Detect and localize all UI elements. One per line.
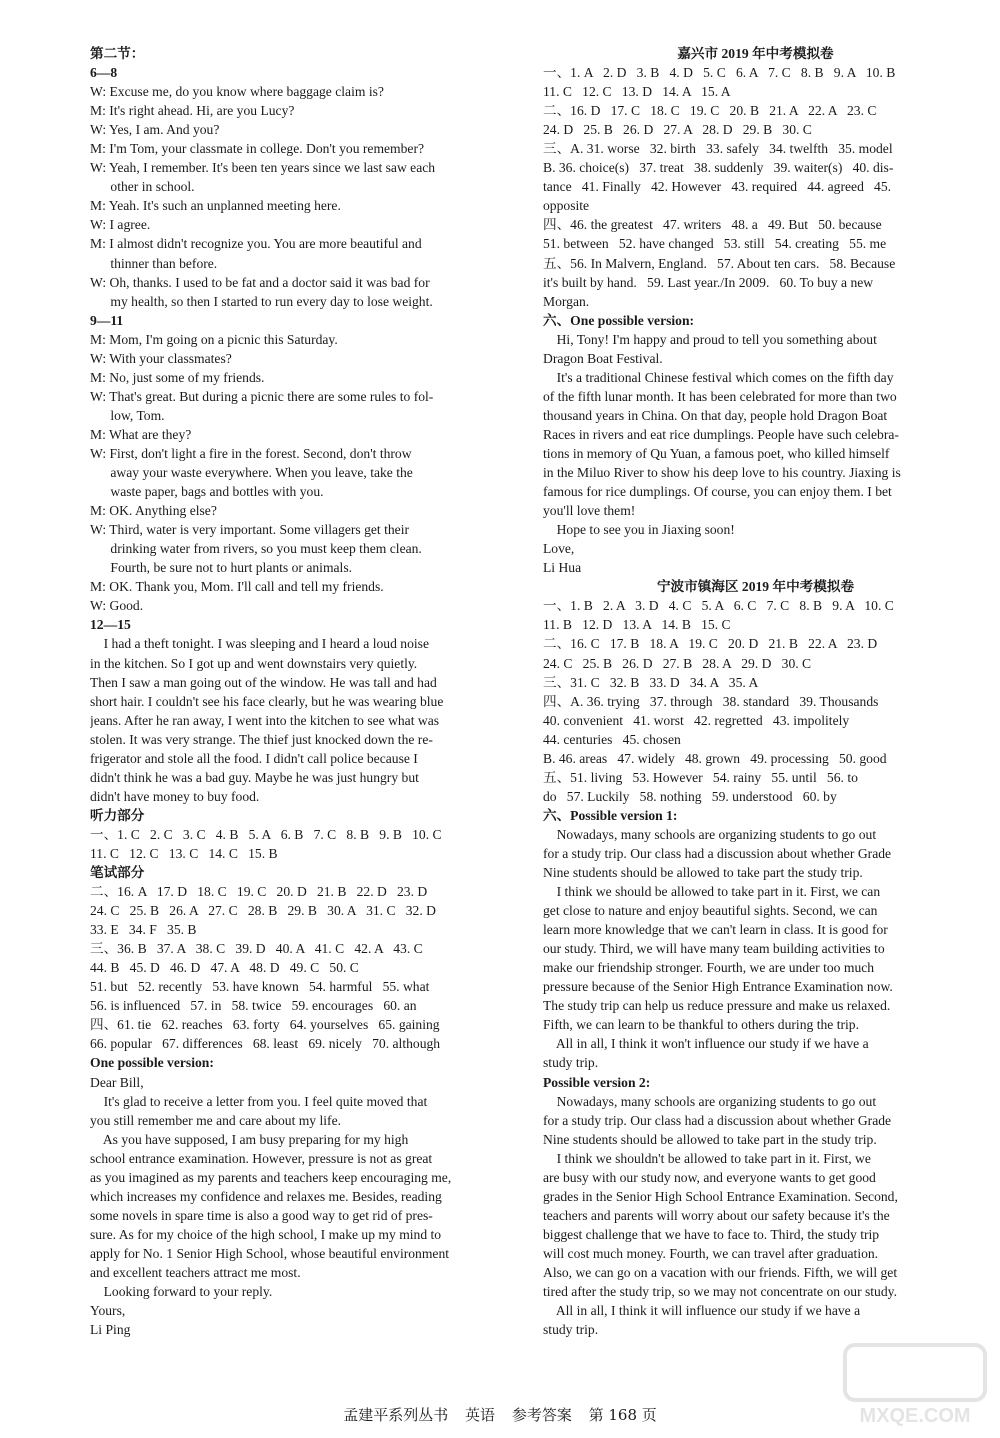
text-line: in the kitchen. So I got up and went downstairs very quietly. xyxy=(90,655,418,671)
text-line: I think we shouldn't be allowed to take part in it. First, we xyxy=(543,1150,871,1166)
text-line: Nowadays, many schools are organizing students to go out xyxy=(543,826,877,842)
text-line: W: Yeah, I remember. It's been ten years since we last saw each xyxy=(90,160,436,176)
text-line: The study trip can help us reduce pressure and make us relaxed. xyxy=(543,998,891,1014)
text-line: do 57. Luckily 58. nothing 59. understood 60. by xyxy=(543,788,837,804)
text-line: 44. centuries 45. chosen xyxy=(543,731,681,747)
text-line: learn more knowledge that we can't learn in class. It is good for xyxy=(543,922,888,938)
text-line: which increases my confidence and relaxes me. Besides, reading xyxy=(90,1188,442,1204)
text-line: school entrance examination. However, pressure is not as great xyxy=(90,1150,433,1166)
text-line: frigerator and stole all the food. I didn't call police because I xyxy=(90,750,418,766)
text-line: 第二节： xyxy=(90,46,145,61)
text-line: M: What are they? xyxy=(90,426,192,442)
text-line: Morgan. xyxy=(543,293,590,309)
text-line: 9—11 xyxy=(90,312,124,328)
text-line: M: It's right ahead. Hi, are you Lucy? xyxy=(90,103,295,119)
text-line: Then I saw a man going out of the window. He was tall and had xyxy=(90,674,437,690)
text-line: grades in the Senior High School Entrance Examination. Second, xyxy=(543,1188,898,1204)
text-line: pressure because of the Senior High Entrance Examination now. xyxy=(543,979,893,995)
text-line: 51. but 52. recently 53. have known 54. harmful 55. what xyxy=(90,979,430,995)
text-line: All in all, I think it won't influence our study if we have a xyxy=(543,1036,869,1052)
text-line: study trip. xyxy=(543,1055,599,1071)
text-line: our study. Third, we will have many team building activities to xyxy=(543,941,885,957)
text-line: 三、36. B 37. A 38. C 39. D 40. A 41. C 42. A 43. C xyxy=(90,941,423,957)
text-line: M: No, just some of my friends. xyxy=(90,369,265,385)
series-name: 孟建平系列丛书 xyxy=(343,1406,449,1424)
text-line: 三、31. C 32. B 33. D 34. A 35. A xyxy=(543,674,759,690)
text-line: 33. E 34. F 35. B xyxy=(90,922,197,938)
text-line: will cost much money. Fourth, we can travel after graduation. xyxy=(543,1245,879,1261)
text-line: and excellent teachers attract me most. xyxy=(90,1265,301,1280)
text-line: other in school. xyxy=(90,179,195,195)
watermark-logo xyxy=(840,1340,990,1430)
text-line: Possible version 2: xyxy=(543,1074,651,1090)
text-line: W: I agree. xyxy=(90,217,151,233)
text-line: 二、16. A 17. D 18. C 19. C 20. D 21. B 22. D 23. D xyxy=(90,884,428,900)
text-line: famous for rice dumplings. Of course, you can enjoy them. I bet xyxy=(543,484,892,500)
text-line: Dragon Boat Festival. xyxy=(543,350,663,366)
text-line: 一、1. B 2. A 3. D 4. C 5. A 6. C 7. C 8. B 9. A 10. C xyxy=(543,598,894,614)
text-line: you still remember me and care about my life. xyxy=(90,1112,342,1128)
text-line: it's built by hand. 59. Last year./In 2009. 60. To buy a new xyxy=(543,274,874,290)
text-line: 四、61. tie 62. reaches 63. forty 64. yourselves 65. gaining xyxy=(90,1017,440,1033)
text-line: for a study trip. Our class had a discussion about whether Grade xyxy=(543,1112,892,1128)
text-line: It's a traditional Chinese festival which comes on the fifth day xyxy=(543,369,894,385)
text-line: drinking water from rivers, so you must keep them clean. xyxy=(90,541,422,557)
text-line: Hope to see you in Jiaxing soon! xyxy=(543,522,735,538)
text-line: 66. popular 67. differences 68. least 69. nicely 70. although xyxy=(90,1036,441,1052)
text-line: Dear Bill, xyxy=(90,1074,144,1090)
text-line: 一、1. C 2. C 3. C 4. B 5. A 6. B 7. C 8. B 9. B 10. C xyxy=(90,826,442,842)
text-line: Love, xyxy=(543,541,575,557)
text-line: W: Good. xyxy=(90,598,144,614)
text-line: tance 41. Finally 42. However 43. required 44. agreed 45. xyxy=(543,179,892,195)
text-line: M: OK. Anything else? xyxy=(90,503,217,519)
text-line: tions in memory of Qu Yuan, a famous poet, who killed himself xyxy=(543,445,890,461)
text-line: tired after the study trip, so we may not concentrate on our study. xyxy=(543,1284,897,1300)
text-line: apply for No. 1 Senior High School, whose beautiful environment xyxy=(90,1245,450,1261)
text-line: get close to nature and enjoy beautiful sights. Second, we can xyxy=(543,903,878,919)
text-line: W: That's great. But during a picnic there are some rules to fol- xyxy=(90,388,434,404)
text-line: W: First, don't light a fire in the forest. Second, don't throw xyxy=(90,445,412,461)
text-line: I had a theft tonight. I was sleeping and I heard a loud noise xyxy=(90,636,429,652)
text-line: 二、16. C 17. B 18. A 19. C 20. D 21. B 22. A 23. D xyxy=(543,636,878,652)
text-line: W: Yes, I am. And you? xyxy=(90,122,220,138)
text-line: 11. C 12. C 13. D 14. A 15. A xyxy=(543,84,731,100)
text-line: Nine students should be allowed to take part the study trip. xyxy=(543,865,863,881)
text-line: Looking forward to your reply. xyxy=(90,1284,273,1300)
text-line: Nine students should be allowed to take part in the study trip. xyxy=(543,1131,877,1147)
text-line: biggest challenge that we have to face to. Third, the study trip xyxy=(543,1226,880,1242)
text-line: are busy with our study now, and everyone wants to get good xyxy=(543,1169,876,1185)
text-line: jeans. After he ran away, I went into the kitchen to see what was xyxy=(90,712,440,728)
section-heading: 嘉兴市 2019 年中考模拟卷 xyxy=(677,46,834,61)
text-line: 三、A. 31. worse 32. birth 33. safely 34. twelfth 35. model xyxy=(543,141,893,157)
text-line: for a study trip. Our class had a discussion about whether Grade xyxy=(543,845,892,861)
text-line: low, Tom. xyxy=(90,407,165,423)
text-line: study trip. xyxy=(543,1322,599,1338)
text-line: teachers and parents will worry about our safety because it's the xyxy=(543,1207,890,1223)
text-line: sure. As for my choice of the high school, I make up my mind to xyxy=(90,1226,442,1242)
text-line: 24. C 25. B 26. A 27. C 28. B 29. B 30. A 31. C 32. D xyxy=(90,903,436,919)
text-line: away your waste everywhere. When you leave, take the xyxy=(90,465,413,481)
text-line: W: Excuse me, do you know where baggage claim is? xyxy=(90,84,384,100)
text-line: 51. between 52. have changed 53. still 54. creating 55. me xyxy=(543,236,887,252)
text-line: 6—8 xyxy=(90,65,118,81)
text-line: M: I'm Tom, your classmate in college. Don't you remember? xyxy=(90,141,425,157)
text-line: All in all, I think it will influence our study if we have a xyxy=(543,1303,861,1319)
text-line: M: I almost didn't recognize you. You are more beautiful and xyxy=(90,236,422,252)
text-line: thousand years in China. On that day, people hold Dragon Boat xyxy=(543,407,888,423)
text-line: Also, we can go on a vacation with our friends. Fifth, we will get xyxy=(543,1265,898,1280)
text-line: Li Ping xyxy=(90,1322,131,1338)
text-line: 24. D 25. B 26. D 27. A 28. D 29. B 30. C xyxy=(543,122,812,138)
section-heading: 宁波市镇海区 2019 年中考模拟卷 xyxy=(656,579,855,595)
text-line: 11. B 12. D 13. A 14. B 15. C xyxy=(543,617,731,633)
text-line: didn't think he was a bad guy. Maybe he was just hungry but xyxy=(90,769,419,785)
subject-name: 英语 xyxy=(465,1406,496,1424)
text-line: 11. C 12. C 13. C 14. C 15. B xyxy=(90,845,278,861)
text-line: 一、1. A 2. D 3. B 4. D 5. C 6. A 7. C 8. B 9. A 10. B xyxy=(543,65,896,81)
text-line: M: OK. Thank you, Mom. I'll call and tell my friends. xyxy=(90,579,384,595)
text-line: of the fifth lunar month. It has been celebrated for more than two xyxy=(543,388,897,404)
text-line: you'll love them! xyxy=(543,503,636,519)
text-line: some novels in spare time is also a good way to get rid of pres- xyxy=(90,1207,433,1223)
text-line: my health, so then I started to run every day to lose weight. xyxy=(90,293,433,309)
text-line: M: Mom, I'm going on a picnic this Saturday. xyxy=(90,331,338,347)
text-line: Fifth, we can learn to be thankful to others during the trip. xyxy=(543,1017,859,1033)
text-line: 二、16. D 17. C 18. C 19. C 20. B 21. A 22. A 23. C xyxy=(543,103,877,119)
text-line: M: Yeah. It's such an unplanned meeting here. xyxy=(90,198,341,214)
section-name: 参考答案 xyxy=(511,1406,572,1424)
page-number: 第 168 页 xyxy=(588,1406,657,1424)
text-line: as you imagined as my parents and teachers keep encouraging me, xyxy=(90,1169,452,1185)
text-line: One possible version: xyxy=(90,1055,214,1071)
text-line: thinner than before. xyxy=(90,255,218,271)
text-line: didn't have money to buy food. xyxy=(90,788,260,804)
text-line: Races in rivers and eat rice dumplings. People have such celebra- xyxy=(543,426,899,442)
text-line: 24. C 25. B 26. D 27. B 28. A 29. D 30. C xyxy=(543,655,812,671)
text-line: make our friendship stronger. Fourth, we are under too much xyxy=(543,960,875,976)
text-line: 五、56. In Malvern, England. 57. About ten cars. 58. Because xyxy=(543,255,896,271)
text-line: Fourth, be sure not to hurt plants or animals. xyxy=(90,560,353,576)
text-line: 四、A. 36. trying 37. through 38. standard 39. Thousands xyxy=(543,693,879,709)
text-line: 五、51. living 53. However 54. rainy 55. until 56. to xyxy=(543,769,858,785)
text-line: 笔试部分 xyxy=(90,865,145,881)
left-column xyxy=(90,44,515,1339)
text-line: 六、One possible version: xyxy=(543,312,695,328)
text-line: short hair. I couldn't see his face clearly, but he was wearing blue xyxy=(90,693,444,709)
text-line: W: Oh, thanks. I used to be fat and a doctor said it was bad for xyxy=(90,274,430,290)
text-line: As you have supposed, I am busy preparing for my high xyxy=(90,1131,409,1147)
text-line: 听力部分 xyxy=(90,807,145,823)
text-line: 44. B 45. D 46. D 47. A 48. D 49. C 50. C xyxy=(90,960,359,976)
text-line: 六、Possible version 1: xyxy=(543,807,678,823)
text-line: waste paper, bags and bottles with you. xyxy=(90,484,324,500)
text-line: Hi, Tony! I'm happy and proud to tell you something about xyxy=(543,331,877,347)
text-line: I think we should be allowed to take part in it. First, we can xyxy=(543,884,881,900)
text-line: Nowadays, many schools are organizing students to go out xyxy=(543,1093,877,1109)
text-line: Li Hua xyxy=(543,560,582,576)
text-line: 12—15 xyxy=(90,617,131,633)
text-line: Yours, xyxy=(90,1303,126,1319)
text-line: W: Third, water is very important. Some villagers get their xyxy=(90,522,409,538)
text-line: in the Miluo River to show his deep love to his country. Jiaxing is xyxy=(543,465,901,481)
text-line: stolen. It was very strange. The thief just knocked down the re- xyxy=(90,731,433,747)
text-line: 40. convenient 41. worst 42. regretted 43. impolitely xyxy=(543,712,850,728)
watermark-text: MXQE.COM xyxy=(859,1405,971,1427)
text-line: B. 36. choice(s) 37. treat 38. suddenly 39. waiter(s) 40. dis- xyxy=(543,160,894,176)
right-column xyxy=(543,44,968,1339)
text-line: 56. is influenced 57. in 58. twice 59. encourages 60. an xyxy=(90,998,417,1014)
text-line: 四、46. the greatest 47. writers 48. a 49. But 50. because xyxy=(543,217,882,233)
text-line: It's glad to receive a letter from you. I feel quite moved that xyxy=(90,1093,428,1109)
text-line: B. 46. areas 47. widely 48. grown 49. processing 50. good xyxy=(543,750,887,766)
text-line: opposite xyxy=(543,198,590,214)
text-line: W: With your classmates? xyxy=(90,350,232,366)
